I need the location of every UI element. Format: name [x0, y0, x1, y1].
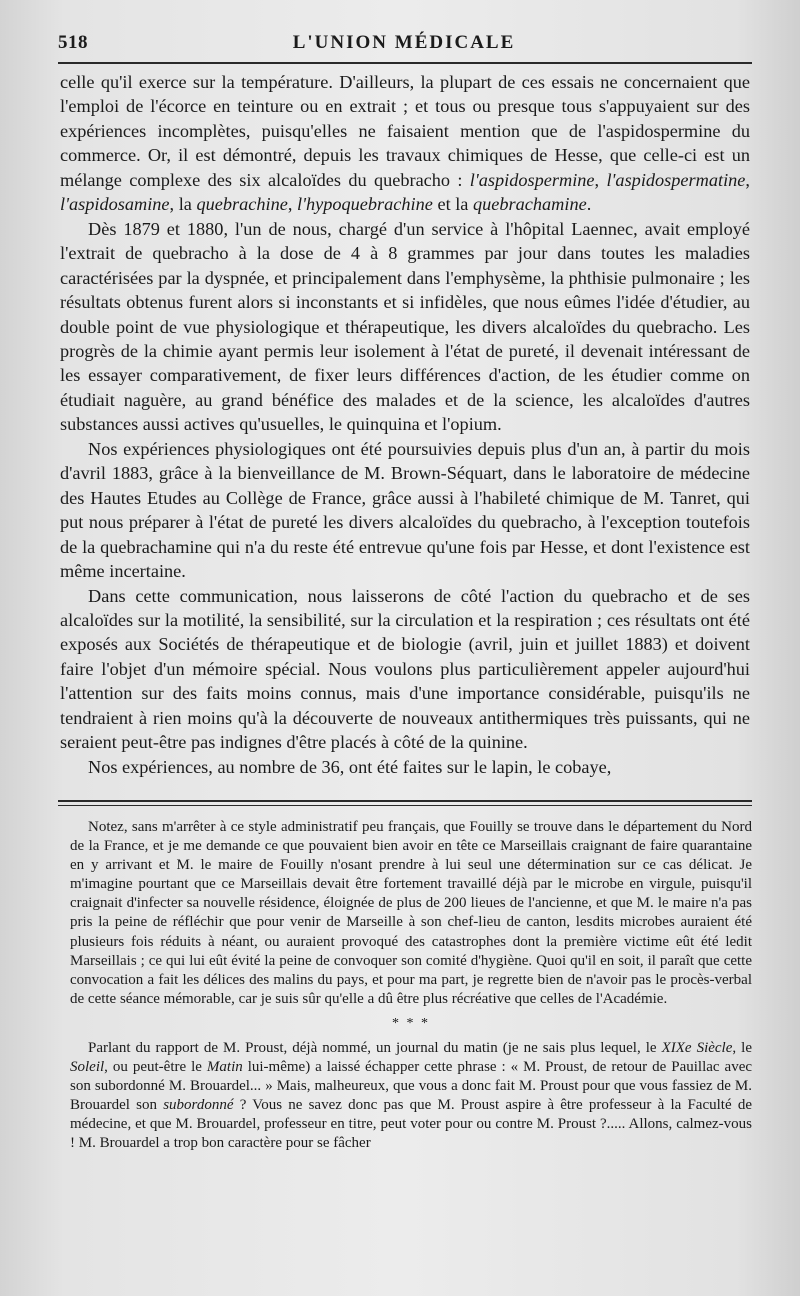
paragraph-1: celle qu'il exerce sur la température. D'ailleurs, la plupart de ces essais ne concernaient que l'emploi de l'écorce en teinture ou en extrait ; et tous ou presque tous s'appuyaient sur des expériences incomplètes, puisqu'elles ne faisaient mention que de l'aspidospermine du commerce. Or, il est démontré, depuis les travaux chimiques de Hesse, que celle-ci est un mélange complexe des six alcaloïdes du quebracho : l'aspidospermine, l'aspidospermatine, l'aspidosamine, la quebrachine, l'hypoquebrachine et la quebrachamine. [60, 72, 750, 215]
feuilleton-section [70, 818, 752, 1154]
newspaper-name: XIXe Siècle [661, 1039, 733, 1056]
alkaloid-name: quebrachine [196, 194, 288, 215]
feuilleton-paragraph-2: Parlant du rapport de M. Proust, déjà nommé, un journal du matin (je ne sais plus lequel, le XIXe Siècle, le Soleil, ou peut-être le Matin lui-même) a laissé échapper cette phrase : « M. Proust, de retour de Pauillac avec son subordonné M. Brouardel... » Mais, malheureux, que vous a donc fait M. Proust pour que vous fassiez de M. Brouardel son subordonné ? Vous ne savez donc pas que M. Proust aspire à être professeur à la Faculté de médecine, et que M. Brouardel, professeur en titre, peut voter pour ou contre M. Proust ?..... Allons, calmez-vous ! M. Brouardel a trop bon caractère pour se fâcher [70, 1039, 753, 1152]
paragraph-4: Dans cette communication, nous laisserons de côté l'action du quebracho et de ses alcaloïdes sur la motilité, la sensibilité, sur la circulation et la respiration ; ces résultats ont été exposés aux Sociétés de thérapeutique et de biologie (avril, juin et juillet 1883) et doivent faire l'objet d'un mémoire spécial. Nous voulons plus particulièrement appeler aujourd'hui l'attention sur des faits moins connus, mais d'une importance considérable, puisqu'ils ne tendraient à rien moins qu'à la découverte de nouveaux antithermiques très puissants, qui ne seraient peut-être pas indignes d'être placés à côté de la quinine. [60, 585, 750, 753]
paragraph-2: Dès 1879 et 1880, l'un de nous, chargé d'un service à l'hôpital Laennec, avait employé l'extrait de quebracho à la dose de 4 à 8 grammes par jour dans toutes les maladies caractérisées par la dyspnée, et principalement dans l'emphysème, la phthisie pulmonaire ; les résultats obtenus furent alors si inconstants et si infidèles, que nous eûmes l'idée d'étudier, au double point de vue physiologique et thérapeutique, les divers alcaloïdes du quebracho. Les progrès de la chimie ayant permis leur isolement à l'état de pureté, il devenait intéressant de les essayer comparativement, de fixer leurs différences d'action, de les étudier comme on étudiait naguère, au grand bénéfice des malades et de la science, les alcaloïdes d'autres substances aussi actives qu'usuelles, le quinquina et l'opium. [60, 218, 750, 435]
page-header [58, 26, 750, 60]
newspaper-name: Matin [206, 1059, 243, 1076]
main-body [60, 70, 750, 779]
paragraph-3: Nos expériences physiologiques ont été poursuivies depuis plus d'un an, à partir du mois d'avril 1883, grâce à la bienveillance de M. Brown-Séquart, dans le laboratoire de médecine des Hautes Etudes au Collège de France, grâce aussi à l'habileté chimique de M. Tanret, qui put nous préparer à l'état de pureté les divers alcaloïdes du quebracho, à l'exception toutefois de la quebrachamine qui n'a du reste été entrevue qu'une fois par Hesse, et dont l'existence est même incertaine. [60, 438, 750, 582]
journal-title: L'UNION MÉDICALE [292, 32, 516, 53]
emphasized-word: subordonné [163, 1097, 234, 1114]
footnote-rule [58, 800, 752, 802]
footnote-rule-thin [58, 805, 752, 806]
alkaloid-name: l'aspidosamine [60, 194, 170, 215]
alkaloid-name: quebrachamine [473, 194, 587, 215]
alkaloid-name: l'hypoquebrachine [296, 194, 433, 215]
header-rule [58, 62, 752, 64]
paragraph-5: Nos expériences, au nombre de 36, ont été faites sur le lapin, le cobaye, [88, 756, 612, 777]
asterism-separator: * * * [392, 1015, 430, 1031]
newspaper-name: Soleil [70, 1059, 105, 1076]
feuilleton-paragraph-1: Notez, sans m'arrêter à ce style administratif peu français, que Fouilly se trouve dans le département du Nord de la France, et je me demande ce que pouvaient bien avoir en tête ce Marseillais craignant de faire quarantaine en y arrivant et M. le maire de Fouilly n'osant prendre à lui seul une détermination sur ce cas délicat. Je m'imagine pourtant que ce Marseillais devait être fortement travaillé déjà par le microbe en virgule, puisqu'il craignait d'infecter sa nouvelle résidence, éloignée de plus de 200 lieues de l'ancienne, et que M. le maire n'a pas pris la peine de réfléchir que pour venir de Marseille à son chef-lieu de canton, lesdits microbes auraient été plusieurs fois réduits à néant, ou auraient provoqué des catastrophes dont la première victime eût été ledit Marseillais ; ce qui lui eût évité la peine de convoquer son comité d'hygiène. Quoi qu'il en soit, il paraît que cette convocation a fait les délices des malins du pays, et pour ma part, je regrette bien de n'avoir pas le procès-verbal de cette séance mémorable, car je suis sûr qu'elle a dû être plus récréative que celles de l'Académie. [70, 819, 752, 1007]
alkaloid-name: l'aspidospermatine [606, 169, 746, 190]
page-number: 518 [58, 32, 88, 53]
alkaloid-name: l'aspidospermine [469, 169, 595, 190]
